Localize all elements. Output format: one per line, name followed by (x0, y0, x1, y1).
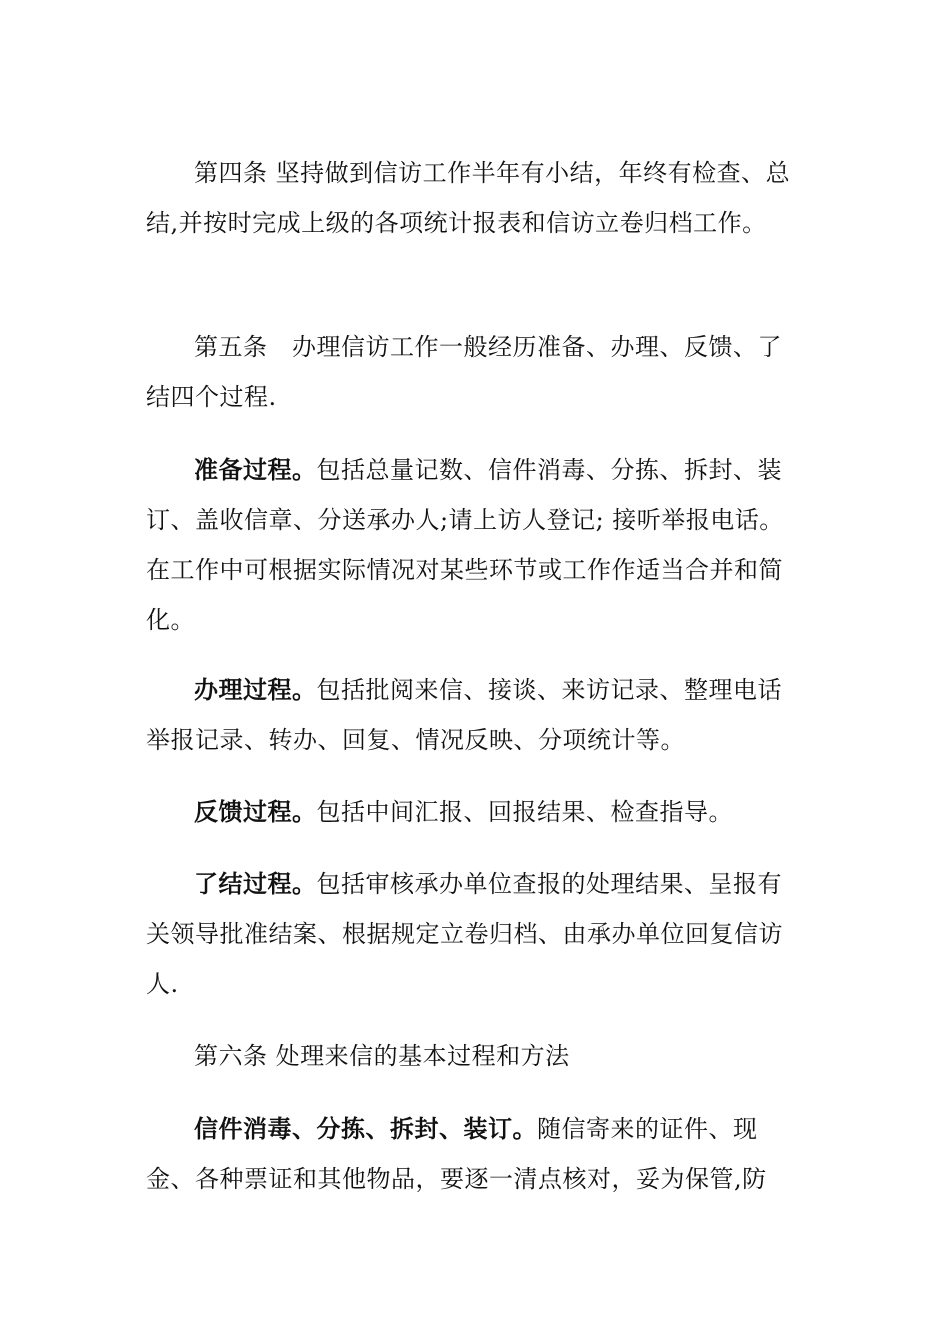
letter-handling-text: 随信寄来的证件、现金、各种票证和其他物品，要逐一清点核对，妥为保管,防 (146, 1115, 767, 1193)
closing-process-text: 包括审核承办单位查报的处理结果、呈报有关领导批准结案、根据规定立卷归档、由承办单位回复信访人. (146, 870, 783, 998)
closing-process-heading: 了结过程。 (194, 869, 317, 898)
feedback-process-heading: 反馈过程。 (194, 797, 317, 826)
preparation-process-text: 包括总量记数、信件消毒、分拣、拆封、装订、盖收信章、分送承办人;请上访人登记; 接听举报电话。在工作中可根据实际情况对某些环节或工作作适当合并和简化。 (146, 456, 784, 634)
article-6-paragraph (146, 1031, 806, 1081)
article-4-paragraph (146, 148, 806, 248)
article-6-text: 第六条 处理来信的基本过程和方法 (194, 1042, 570, 1070)
feedback-process-text: 包括中间汇报、回报结果、检查指导。 (316, 798, 733, 826)
letter-handling-heading: 信件消毒、分拣、拆封、装订。 (194, 1114, 537, 1143)
preparation-process-paragraph (146, 445, 806, 645)
handling-process-paragraph (146, 665, 806, 765)
feedback-process-paragraph (146, 787, 806, 837)
closing-process-paragraph (146, 859, 806, 1009)
article-5-paragraph (146, 322, 806, 422)
handling-process-text: 包括批阅来信、接谈、来访记录、整理电话举报记录、转办、回复、情况反映、分项统计等。 (146, 676, 782, 754)
handling-process-heading: 办理过程。 (194, 675, 317, 704)
article-4-text: 第四条 坚持做到信访工作半年有小结，年终有检查、总结,并按时完成上级的各项统计报表和信访立卷归档工作。 (146, 159, 791, 237)
preparation-process-heading: 准备过程。 (194, 455, 317, 484)
letter-handling-paragraph (146, 1104, 806, 1204)
article-5-text: 第五条 办理信访工作一般经历准备、办理、反馈、了结四个过程. (146, 333, 782, 411)
